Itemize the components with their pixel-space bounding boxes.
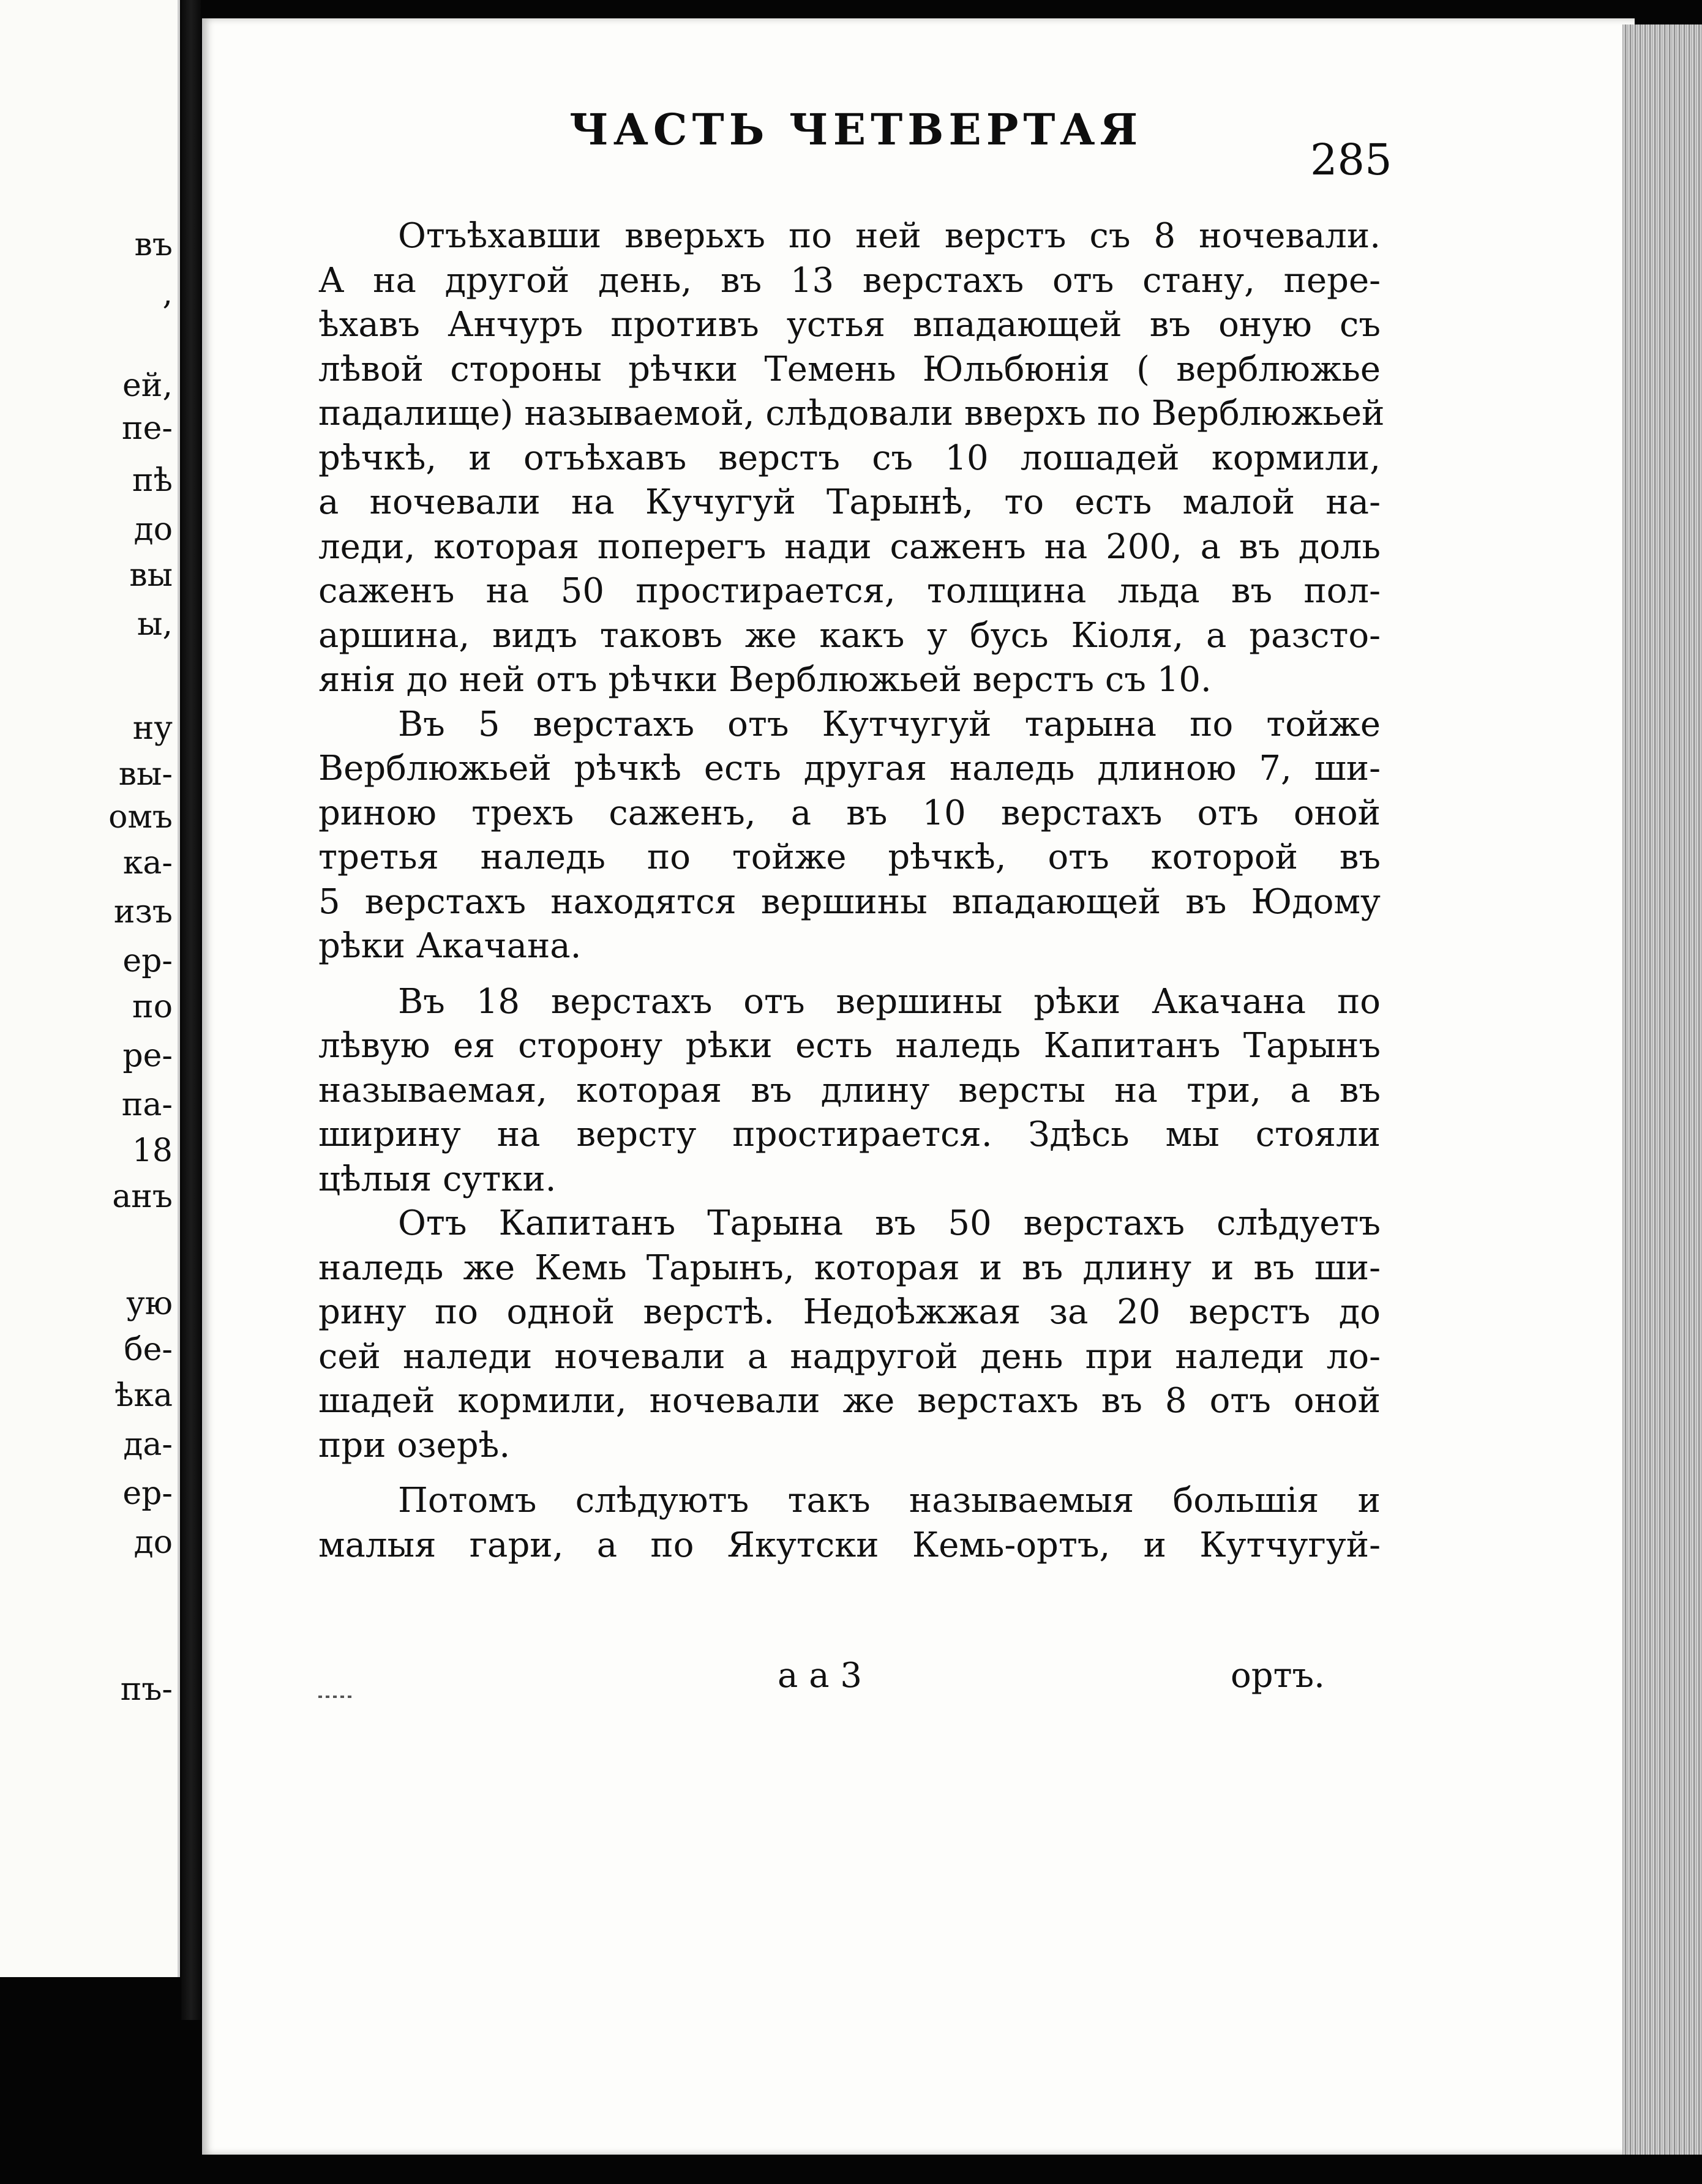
text-line: А на другой день, въ 13 верстахъ отъ стану, пере- xyxy=(318,260,1381,301)
left-page-fragment: вы- xyxy=(118,756,173,793)
text-line: шадей кормили, ночевали же верстахъ въ 8 отъ оной xyxy=(318,1381,1381,1421)
body-text xyxy=(318,214,1385,1568)
left-page-fragment: па- xyxy=(121,1086,173,1123)
text-line: наледь же Кемь Тарынъ, которая и въ длину и въ ши- xyxy=(318,1247,1381,1288)
text-line: при озерѣ. xyxy=(318,1425,511,1465)
catchword: ортъ. xyxy=(1231,1656,1325,1696)
text-line: лѣвую ея сторону рѣки есть наледь Капитанъ Тарынъ xyxy=(318,1026,1381,1066)
text-line: называемая, которая въ длину версты на три, а въ xyxy=(318,1070,1381,1110)
left-page-fragment: до xyxy=(133,511,173,548)
text-line: риною трехъ саженъ, а въ 10 верстахъ отъ оной xyxy=(318,793,1381,833)
left-page-fragment: ы, xyxy=(137,606,173,643)
left-page-fragment: до xyxy=(133,1524,173,1561)
text-line: Въ 5 верстахъ отъ Кутчугуй тарына по тойже xyxy=(398,704,1381,744)
ink-speck xyxy=(318,1696,355,1698)
book-gutter xyxy=(181,0,201,2020)
left-page-fragment: вы xyxy=(129,557,173,594)
left-page-fragment: омъ xyxy=(108,799,173,836)
left-facing-page xyxy=(0,0,180,1977)
left-page-fragment: по xyxy=(132,989,173,1025)
text-line: аршина, видъ таковъ же какъ у бусь Кіоля, а разсто- xyxy=(318,615,1381,656)
text-line: падалище) называемой, слѣдовали вверхъ по Верблюжьей xyxy=(318,394,1385,433)
text-line: Отъ Капитанъ Тарына въ 50 верстахъ слѣдуетъ xyxy=(398,1203,1381,1243)
page-number: 285 xyxy=(1310,135,1392,185)
text-line: 5 верстахъ находятся вершины впадающей въ Юдому xyxy=(318,881,1381,922)
left-page-fragment: ер- xyxy=(122,1475,173,1512)
text-line: сей наледи ночевали а надругой день при наледи ло- xyxy=(318,1336,1381,1377)
text-line: лѣвой стороны рѣчки Темень Юльбюнія ( верблюжье xyxy=(318,349,1381,389)
left-page-fragment: изъ xyxy=(113,894,173,930)
left-page-fragment: ей, xyxy=(122,367,173,404)
text-line: а ночевали на Кучугуй Тарынѣ, то есть малой на- xyxy=(318,482,1381,522)
bottom-border xyxy=(0,2155,1702,2184)
running-head: ЧАСТЬ ЧЕТВЕРТАЯ xyxy=(569,104,1143,155)
left-page-fragment: пѣ xyxy=(132,462,173,499)
left-page-fragment: ѣка xyxy=(114,1377,173,1414)
text-line: саженъ на 50 простирается, толщина льда въ пол- xyxy=(318,571,1381,611)
left-page-fragment: 18 xyxy=(132,1132,173,1169)
left-page-fragment: въ xyxy=(134,226,173,263)
signature-mark: а а 3 xyxy=(778,1656,863,1696)
text-line: янія до ней отъ рѣчки Верблюжьей верстъ съ 10. xyxy=(318,660,1212,700)
left-page-fragment: ре- xyxy=(122,1038,173,1074)
left-page-fragment: ка- xyxy=(122,845,173,881)
text-line: Верблюжьей рѣчкѣ есть другая наледь длиною 7, ши- xyxy=(318,749,1381,788)
left-page-fragment: , xyxy=(162,275,173,312)
left-page-fragment: ую xyxy=(126,1285,173,1322)
text-line: рину по одной верстѣ. Недоѣжжая за 20 верстъ до xyxy=(318,1292,1381,1332)
text-line: Въ 18 верстахъ отъ вершины рѣки Акачана по xyxy=(398,981,1381,1022)
text-line: леди, которая поперегъ нади саженъ на 200, а въ доль xyxy=(318,526,1381,567)
text-line: рѣчкѣ, и отъѣхавъ верстъ съ 10 лошадей кормили, xyxy=(318,438,1381,478)
text-line: ширину на версту простирается. Здѣсь мы стояли xyxy=(318,1115,1381,1154)
left-page-fragment: ну xyxy=(132,710,173,747)
left-page-fragment: анъ xyxy=(112,1178,173,1215)
text-line: рѣки Акачана. xyxy=(318,926,582,966)
text-line: третья наледь по тойже рѣчкѣ, отъ которой въ xyxy=(318,837,1381,877)
left-page-fragment: бе- xyxy=(124,1331,173,1368)
text-line: Отъѣхавши вверьхъ по ней верстъ съ 8 ночевали. xyxy=(398,216,1381,256)
text-line: ѣхавъ Анчуръ противъ устья впадающей въ оную съ xyxy=(318,305,1381,345)
left-page-fragment: пъ- xyxy=(120,1671,173,1708)
text-line: цѣлыя сутки. xyxy=(318,1159,557,1199)
text-line: малыя гари, а по Якутски Кемь-ортъ, и Кутчугуй- xyxy=(318,1525,1381,1565)
left-page-fragment: пе- xyxy=(121,410,173,447)
left-page-fragment: ер- xyxy=(122,943,173,979)
left-page-fragment: да- xyxy=(123,1426,173,1463)
text-line: Потомъ слѣдуютъ такъ называемыя большія и xyxy=(398,1481,1381,1520)
page-edges xyxy=(1622,24,1702,2155)
